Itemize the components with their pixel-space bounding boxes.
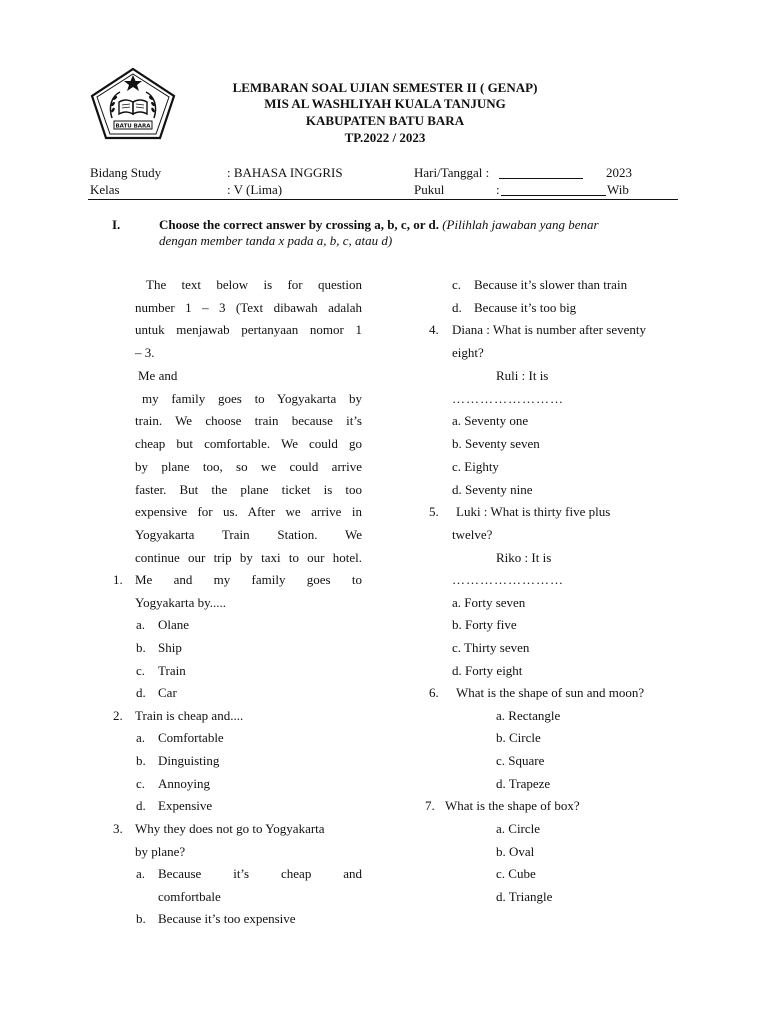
question-3-text: by plane? bbox=[135, 844, 186, 859]
instruction-bold: Choose the correct answer by crossing a, b, c, or d. bbox=[159, 217, 439, 232]
intro-line: number 1 – 3 (Text dibawah adalah bbox=[135, 300, 362, 315]
q1-option-c[interactable]: Train bbox=[158, 663, 186, 678]
header-divider bbox=[88, 199, 678, 200]
question-1-text: Yogyakarta by..... bbox=[135, 595, 226, 610]
q5-option-b[interactable]: b. Forty five bbox=[452, 617, 517, 632]
passage-line: faster. But the plane ticket is too bbox=[135, 482, 362, 497]
q1-option-d[interactable]: Car bbox=[158, 685, 177, 700]
regency-name: KABUPATEN BATU BARA bbox=[305, 113, 465, 128]
q4-option-a[interactable]: a. Seventy one bbox=[452, 413, 529, 428]
instruction-italic2: dengan member tanda x pada a, b, c, atau d) bbox=[159, 233, 393, 248]
q6-option-b[interactable]: b. Circle bbox=[496, 730, 541, 745]
q1-option-a[interactable]: Olane bbox=[158, 617, 190, 632]
q7-option-d[interactable]: d. Triangle bbox=[496, 889, 553, 904]
q2-option-a[interactable]: Comfortable bbox=[158, 730, 224, 745]
subject-value: : BAHASA INGGRIS bbox=[227, 165, 343, 180]
q7-option-c[interactable]: c. Cube bbox=[496, 866, 536, 881]
school-year: TP.2022 / 2023 bbox=[344, 130, 426, 145]
option-label[interactable]: d. bbox=[136, 685, 146, 700]
option-label[interactable]: d. bbox=[136, 798, 146, 813]
option-label[interactable]: c. bbox=[136, 663, 146, 678]
q2-option-c[interactable]: Annoying bbox=[158, 776, 210, 791]
q4-option-b[interactable]: b. Seventy seven bbox=[452, 436, 540, 451]
option-label[interactable]: a. bbox=[136, 617, 146, 632]
question-4-number: 4. bbox=[429, 322, 439, 337]
q5-option-d[interactable]: d. Forty eight bbox=[452, 663, 523, 678]
time-suffix: Wib bbox=[607, 182, 629, 197]
option-label[interactable]: a. bbox=[136, 866, 146, 881]
passage-line: by plane too, so we could arrive bbox=[135, 459, 362, 474]
instruction-italic1: (Pilihlah jawaban yang benar bbox=[442, 217, 599, 232]
q7-option-a[interactable]: a. Circle bbox=[496, 821, 541, 836]
passage-line: train. We choose train because it’s bbox=[135, 413, 362, 428]
question-5-text: twelve? bbox=[452, 527, 493, 542]
q3-option-c[interactable]: Because it’s slower than train bbox=[474, 277, 628, 292]
q3-option-a-cont[interactable]: comfortbale bbox=[158, 889, 221, 904]
question-1-text: Me and my family goes to bbox=[135, 572, 362, 587]
question-3-number: 3. bbox=[113, 821, 123, 836]
question-6-number: 6. bbox=[429, 685, 439, 700]
passage-line: expensive for us. After we arrive in bbox=[135, 504, 362, 519]
answer-blank-dots[interactable]: …………………… bbox=[452, 572, 564, 587]
time-label: Pukul bbox=[414, 182, 445, 197]
question-7-number: 7. bbox=[425, 798, 435, 813]
q3-option-d[interactable]: Because it’s too big bbox=[474, 300, 577, 315]
option-label[interactable]: c. bbox=[452, 277, 462, 292]
question-4-text: eight? bbox=[452, 345, 484, 360]
q6-option-c[interactable]: c. Square bbox=[496, 753, 545, 768]
question-5-reply: Riko : It is bbox=[496, 550, 552, 565]
q7-option-b[interactable]: b. Oval bbox=[496, 844, 535, 859]
question-1-number: 1. bbox=[113, 572, 123, 587]
intro-line: The text below is for question bbox=[146, 277, 362, 292]
time-colon: : bbox=[496, 182, 500, 197]
intro-line: – 3. bbox=[135, 345, 155, 360]
question-3-text: Why they does not go to Yogyakarta bbox=[135, 821, 325, 836]
option-label[interactable]: b. bbox=[136, 753, 146, 768]
q5-option-a[interactable]: a. Forty seven bbox=[452, 595, 526, 610]
school-name: MIS AL WASHLIYAH KUALA TANJUNG bbox=[264, 96, 506, 111]
question-2-text: Train is cheap and.... bbox=[135, 708, 244, 723]
school-emblem-logo bbox=[88, 66, 178, 142]
q2-option-d[interactable]: Expensive bbox=[158, 798, 213, 813]
q4-option-d[interactable]: d. Seventy nine bbox=[452, 482, 533, 497]
book-icon bbox=[119, 100, 147, 114]
exam-title: LEMBARAN SOAL UJIAN SEMESTER II ( GENAP) bbox=[232, 80, 538, 95]
q4-option-c[interactable]: c. Eighty bbox=[452, 459, 499, 474]
logo-banner-text: BATU BARA bbox=[115, 123, 151, 130]
q6-option-d[interactable]: d. Trapeze bbox=[496, 776, 551, 791]
option-label[interactable]: a. bbox=[136, 730, 146, 745]
q3-option-b[interactable]: Because it’s too expensive bbox=[158, 911, 296, 926]
q5-option-c[interactable]: c. Thirty seven bbox=[452, 640, 530, 655]
question-2-number: 2. bbox=[113, 708, 123, 723]
passage-line: continue our trip by taxi to our hotel. bbox=[135, 550, 362, 565]
option-label[interactable]: b. bbox=[136, 911, 146, 926]
q6-option-a[interactable]: a. Rectangle bbox=[496, 708, 561, 723]
instruction-line1 bbox=[159, 217, 599, 233]
option-label[interactable]: b. bbox=[136, 640, 146, 655]
year-value: 2023 bbox=[606, 165, 632, 180]
intro-line: untuk menjawab pertanyaan nomor 1 bbox=[135, 322, 362, 337]
class-label: Kelas bbox=[90, 182, 120, 197]
passage-line: Yogyakarta Train Station. We bbox=[135, 527, 362, 542]
q1-option-b[interactable]: Ship bbox=[158, 640, 182, 655]
subject-label: Bidang Study bbox=[90, 165, 162, 180]
question-5-number: 5. bbox=[429, 504, 439, 519]
question-7-text: What is the shape of box? bbox=[445, 798, 580, 813]
q2-option-b[interactable]: Dinguisting bbox=[158, 753, 220, 768]
passage-start: Me and bbox=[138, 368, 178, 383]
option-label[interactable]: d. bbox=[452, 300, 462, 315]
passage-line: cheap but comfortable. We could go bbox=[135, 436, 362, 451]
day-date-label: Hari/Tanggal : bbox=[414, 165, 490, 180]
time-blank[interactable] bbox=[501, 182, 606, 196]
question-4-reply: Ruli : It is bbox=[496, 368, 549, 383]
answer-blank-dots[interactable]: …………………… bbox=[452, 391, 564, 406]
section-numeral: I. bbox=[112, 217, 121, 232]
passage-line: my family goes to Yogyakarta by bbox=[142, 391, 362, 406]
q3-option-a[interactable]: Because it’s cheap and bbox=[158, 866, 362, 881]
star-icon bbox=[124, 75, 142, 91]
question-4-text: Diana : What is number after seventy bbox=[452, 322, 646, 337]
question-5-text: Luki : What is thirty five plus bbox=[456, 504, 611, 519]
day-date-blank[interactable] bbox=[499, 165, 583, 179]
question-6-text: What is the shape of sun and moon? bbox=[456, 685, 645, 700]
class-value: : V (Lima) bbox=[227, 182, 283, 197]
option-label[interactable]: c. bbox=[136, 776, 146, 791]
